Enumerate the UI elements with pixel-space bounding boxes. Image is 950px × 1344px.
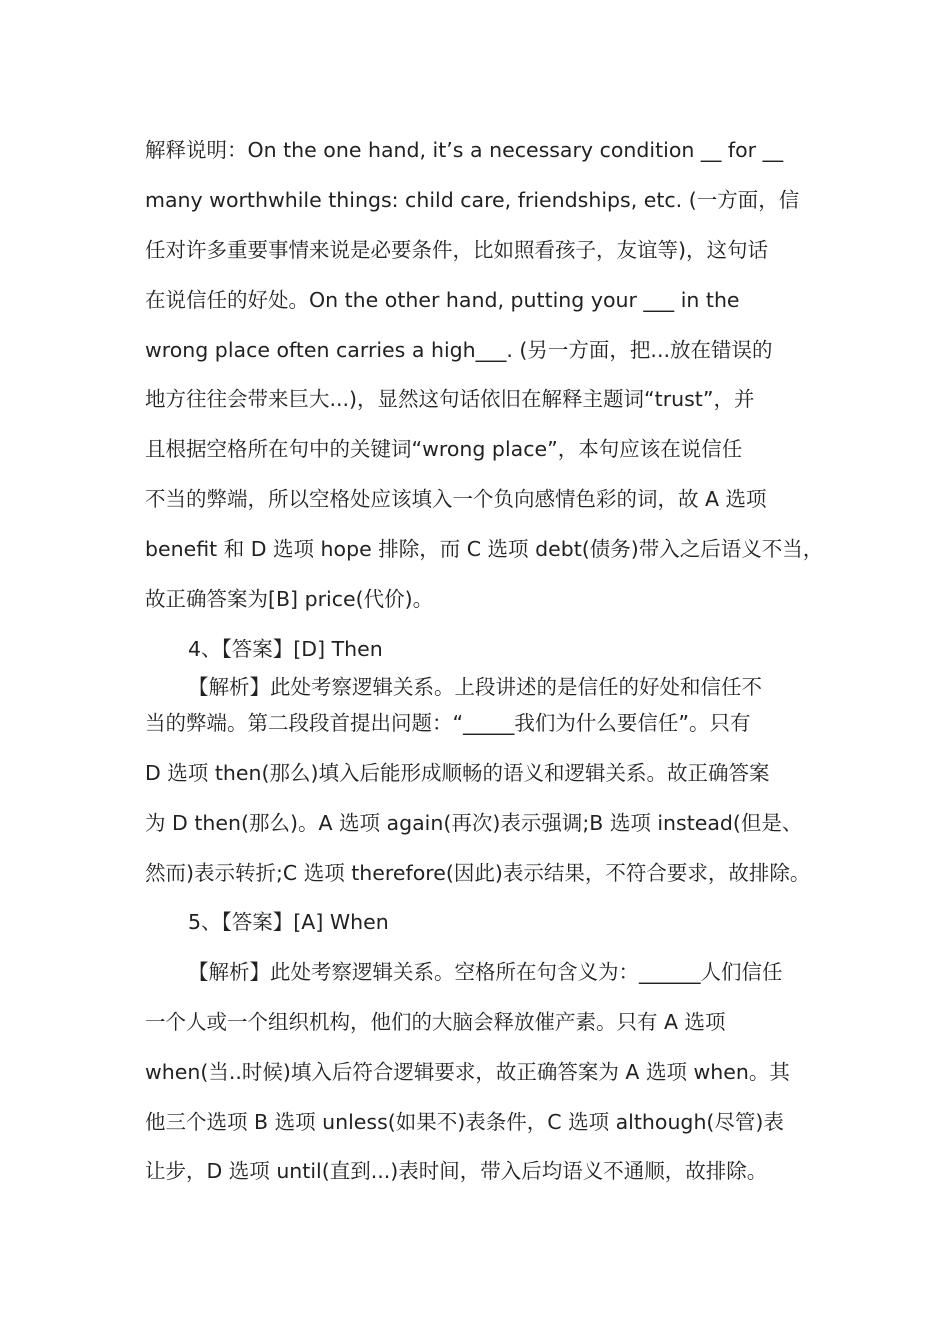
analysis-line-5-1: 【解析】此处考察逻辑关系。空格所在句含义为：______人们信任 xyxy=(188,960,783,984)
analysis-line-5-2: 一个人或一个组织机构，他们的大脑会释放催产素。只有 A 选项 xyxy=(145,1010,726,1034)
analysis-line-4-4: 为 D then(那么)。A 选项 again(再次)表示强调;B 选项 instead(但是、 xyxy=(145,811,803,835)
analysis-line-4-1: 【解析】此处考察逻辑关系。上段讲述的是信任的好处和信任不 xyxy=(188,675,762,699)
text-line-4: 在说信任的好处。On the other hand, putting your ___ in the xyxy=(145,288,740,312)
analysis-line-4-3: D 选项 then(那么)填入后能形成顺畅的语义和逻辑关系。故正确答案 xyxy=(145,761,770,785)
analysis-line-4-2: 当的弊端。第二段段首提出问题：“_____我们为什么要信任”。只有 xyxy=(145,711,751,735)
text-line-6: 地方往往会带来巨大...)，显然这句话依旧在解释主题词“trust”，并 xyxy=(145,387,755,411)
text-line-5: wrong place often carries a high___. (另一方面，把...放在错误的 xyxy=(145,338,773,362)
answer-heading-5: 5、【答案】[A] When xyxy=(188,910,389,934)
text-line-2: many worthwhile things: child care, friendships, etc. (一方面，信 xyxy=(145,188,800,212)
answer-heading-4: 4、【答案】[D] Then xyxy=(188,637,383,661)
text-line-10: 故正确答案为[B] price(代价)。 xyxy=(145,587,434,611)
text-line-3: 任对许多重要事情来说是必要条件，比如照看孩子，友谊等)，这句话 xyxy=(145,238,768,262)
text-line-9: benefit 和 D 选项 hope 排除，而 C 选项 debt(债务)带入之后语义不当， xyxy=(145,537,824,561)
analysis-line-5-5: 让步，D 选项 until(直到...)表时间，带入后均语义不通顺，故排除。 xyxy=(145,1159,768,1183)
text-line-7: 且根据空格所在句中的关键词“wrong place”，本句应该在说信任 xyxy=(145,437,743,461)
analysis-line-5-3: when(当..时候)填入后符合逻辑要求，故正确答案为 A 选项 when。其 xyxy=(145,1060,790,1084)
analysis-line-5-4: 他三个选项 B 选项 unless(如果不)表条件，C 选项 although(尽管)表 xyxy=(145,1110,784,1134)
text-line-8: 不当的弊端，所以空格处应该填入一个负向感情色彩的词，故 A 选项 xyxy=(145,487,767,511)
analysis-line-4-5: 然而)表示转折;C 选项 therefore(因此)表示结果，不符合要求，故排除。 xyxy=(145,861,811,885)
text-line-1: 解释说明：On the one hand, it’s a necessary condition __ for __ xyxy=(145,138,784,162)
